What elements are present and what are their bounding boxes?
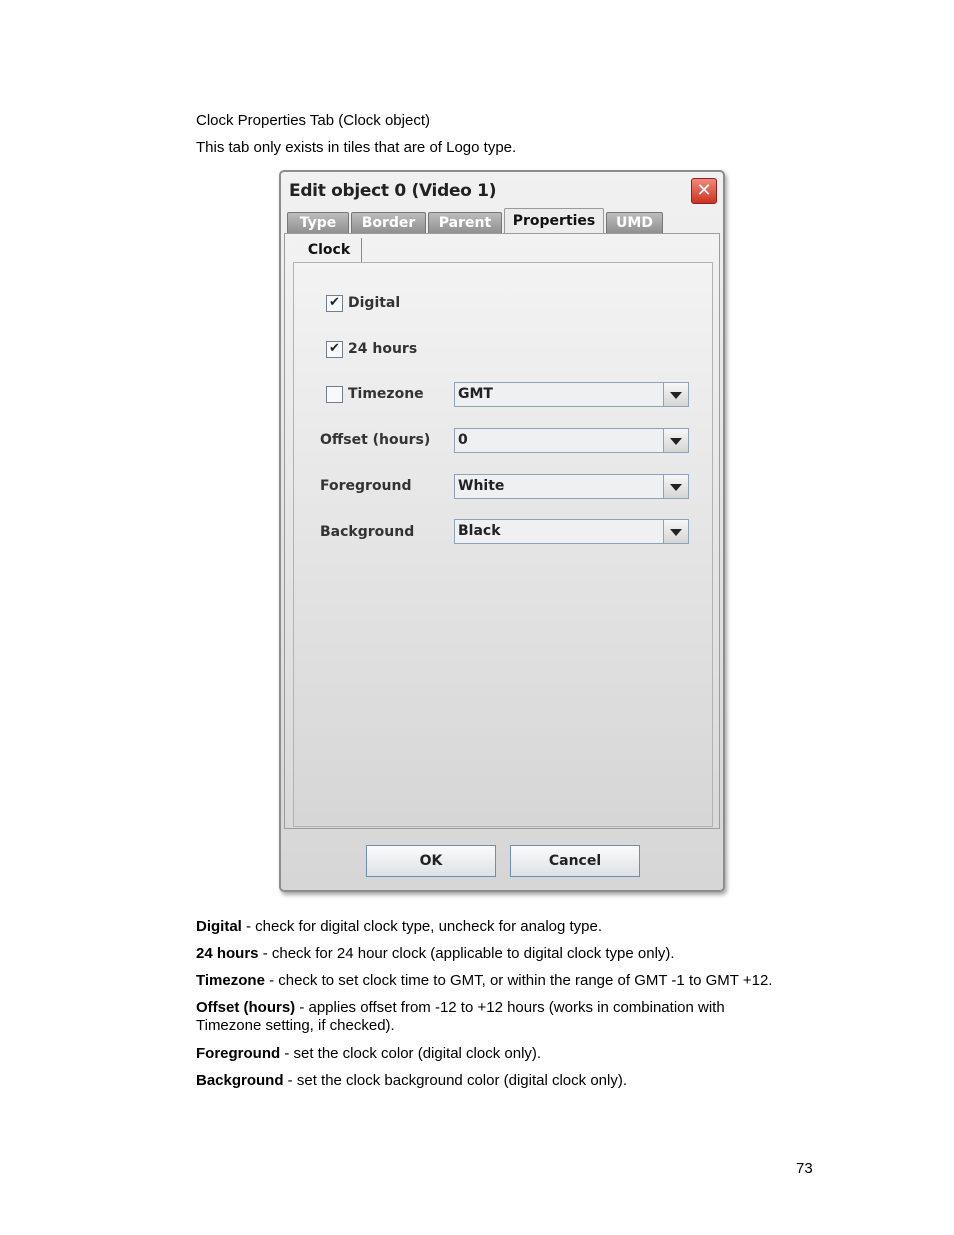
- close-icon[interactable]: ✕: [691, 178, 717, 204]
- background-label: Background: [320, 524, 415, 540]
- dialog-title: Edit object 0 (Video 1): [289, 181, 497, 201]
- background-select[interactable]: [454, 519, 689, 544]
- subtab-clock[interactable]: Clock: [297, 238, 362, 262]
- tab-border[interactable]: Border: [351, 212, 426, 234]
- tab-parent[interactable]: Parent: [428, 212, 502, 234]
- foreground-select[interactable]: [454, 474, 689, 499]
- offset-value: 0: [458, 432, 468, 448]
- definition-background: Background - set the clock background color (digital clock only).: [196, 1072, 627, 1089]
- cancel-button[interactable]: Cancel: [510, 845, 640, 877]
- timezone-checkbox[interactable]: [326, 386, 343, 403]
- definition-offset-line2: Timezone setting, if checked).: [196, 1017, 395, 1034]
- digital-checkbox[interactable]: ✔: [326, 295, 343, 312]
- dialog-titlebar: [281, 172, 723, 210]
- tab-umd[interactable]: UMD: [606, 212, 663, 234]
- clock-panel: [293, 262, 713, 827]
- chevron-down-icon[interactable]: [663, 475, 688, 498]
- foreground-label: Foreground: [320, 478, 412, 494]
- chevron-down-icon[interactable]: [663, 383, 688, 406]
- timezone-label: Timezone: [348, 386, 424, 402]
- offset-select[interactable]: [454, 428, 689, 453]
- intro-text: This tab only exists in tiles that are of Logo type.: [196, 139, 517, 156]
- 24-hours-label: 24 hours: [348, 341, 418, 357]
- section-heading: Clock Properties Tab (Clock object): [196, 112, 430, 129]
- chevron-down-icon[interactable]: [663, 429, 688, 452]
- definition-foreground: Foreground - set the clock color (digital clock only).: [196, 1045, 542, 1062]
- offset-label: Offset (hours): [320, 432, 431, 448]
- ok-button[interactable]: OK: [366, 845, 496, 877]
- background-value: Black: [458, 523, 501, 539]
- timezone-select[interactable]: [454, 382, 689, 407]
- definition-timezone: Timezone - check to set clock time to GMT, or within the range of GMT -1 to GMT +12.: [196, 972, 773, 989]
- chevron-down-icon[interactable]: [663, 520, 688, 543]
- definition-digital: Digital - check for digital clock type, uncheck for analog type.: [196, 918, 603, 935]
- page-number: 73: [796, 1160, 813, 1177]
- 24-hours-checkbox[interactable]: ✔: [326, 341, 343, 358]
- digital-label: Digital: [348, 295, 401, 311]
- properties-panel: [284, 233, 720, 829]
- foreground-value: White: [458, 478, 505, 494]
- edit-object-dialog: [279, 170, 725, 892]
- definition-24-hours: 24 hours - check for 24 hour clock (applicable to digital clock type only).: [196, 945, 675, 962]
- timezone-value: GMT: [458, 386, 493, 402]
- tab-type[interactable]: Type: [287, 212, 349, 234]
- definition-offset: Offset (hours) - applies offset from -12 to +12 hours (works in combination with: [196, 999, 725, 1016]
- tab-properties[interactable]: Properties: [504, 208, 604, 235]
